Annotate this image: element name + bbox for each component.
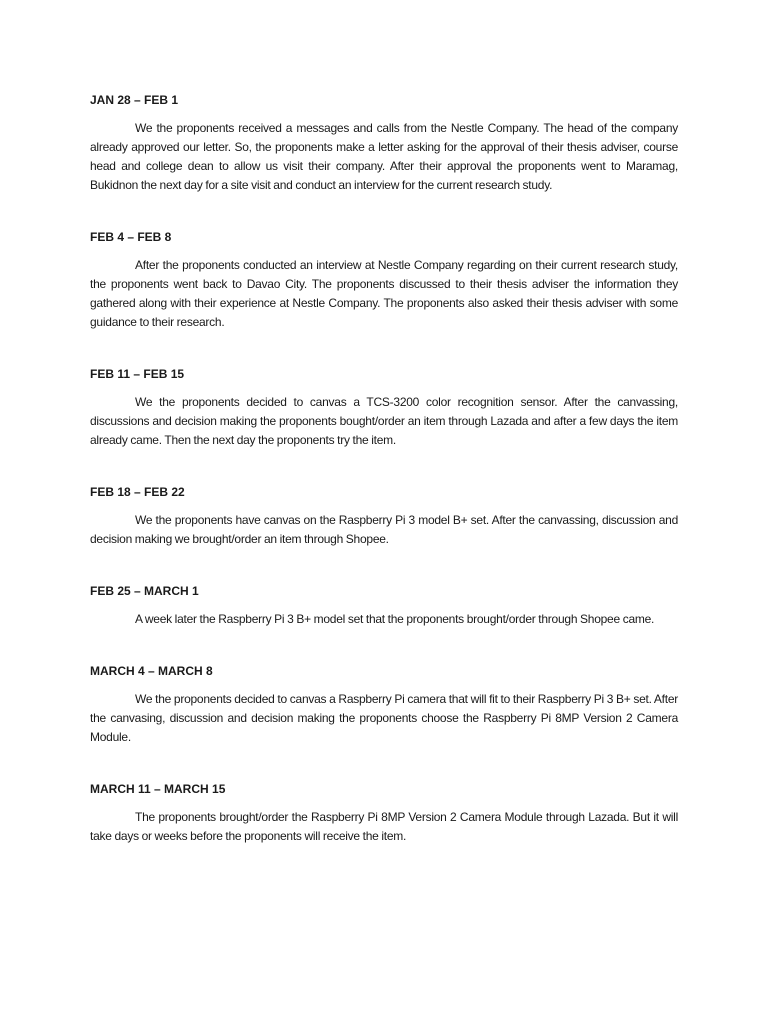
entry-body: A week later the Raspberry Pi 3 B+ model set that the proponents brought/order through Shopee came. [135,612,655,626]
entry-date: FEB 18 – FEB 22 [90,485,185,499]
log-entry [90,90,678,195]
entry-body: We the proponents received a messages and calls from the Nestle Company. The head of the company already approved our letter. So, the proponents make a letter asking for the approval of their thesis adviser, course head and college dean to allow us visit their company. After their approval the proponents went to Maramag, Bukidnon the next day for a site visit and conduct an interview for the current research study. [90,121,678,192]
log-entry [90,482,678,549]
entry-date: FEB 25 – MARCH 1 [90,584,199,598]
log-entry [90,779,678,846]
entry-date: MARCH 11 – MARCH 15 [90,782,226,796]
entry-body: After the proponents conducted an interview at Nestle Company regarding on their current research study, the proponents went back to Davao City. The proponents discussed to their thesis adviser the information they gathered along with their experience at Nestle Company. The proponents also asked their thesis adviser with some guidance to their research. [90,258,678,329]
log-entry [90,581,678,629]
entry-date: FEB 11 – FEB 15 [90,367,185,381]
log-entry [90,661,678,747]
entry-date: JAN 28 – FEB 1 [90,93,179,107]
entry-body: We the proponents have canvas on the Raspberry Pi 3 model B+ set. After the canvassing, discussion and decision making we brought/order an item through Shopee. [90,513,678,546]
log-entry [90,227,678,332]
entry-body: The proponents brought/order the Raspberry Pi 8MP Version 2 Camera Module through Lazada. But it will take days or weeks before the proponents will receive the item. [90,810,678,843]
entry-date: MARCH 4 – MARCH 8 [90,664,213,678]
entry-body: We the proponents decided to canvas a Raspberry Pi camera that will fit to their Raspberry Pi 3 B+ set. After the canvasing, discussion and decision making the proponents choose the Raspberry Pi 8MP Version 2 Camera Module. [90,692,678,744]
entry-body: We the proponents decided to canvas a TCS-3200 color recognition sensor. After the canvassing, discussions and decision making the proponents bought/order an item through Lazada and after a few days the item already came. Then the next day the proponents try the item. [90,395,678,447]
entry-date: FEB 4 – FEB 8 [90,230,172,244]
log-entry [90,364,678,450]
document-page [90,90,678,846]
